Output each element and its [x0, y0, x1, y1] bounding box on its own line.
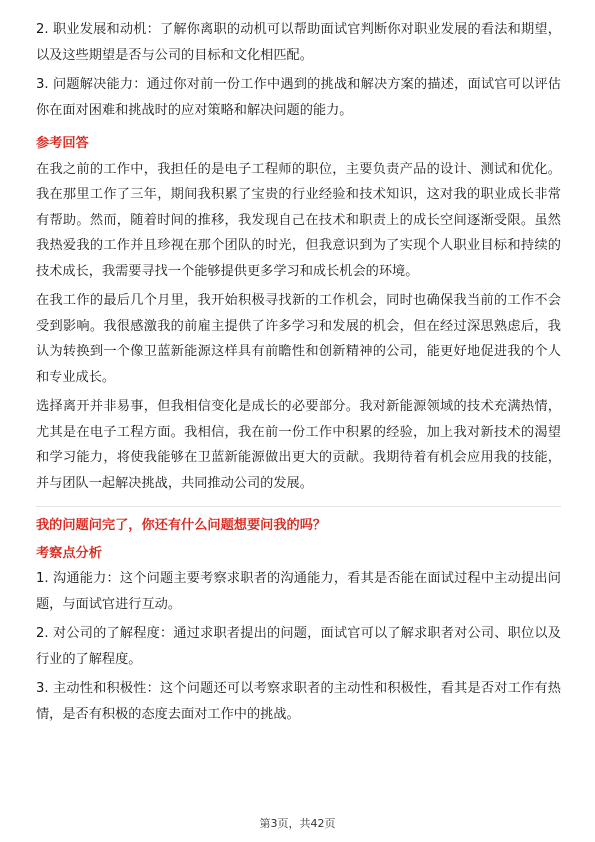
career-motivation-item: 2. 职业发展和动机：了解你离职的动机可以帮助面试官判断你对职业发展的看法和期望，以及这些期望是否与公司的目标和文化相匹配。 [36, 22, 561, 63]
answer-paragraph: 选择离开并非易事，但我相信变化是成长的必要部分。我对新能源领域的技术充满热情，尤其是在电子工程方面。我相信，我在前一份工作中积累的经验，加上我对新技术的渴望和学习能力，将使我能够在卫蓝新能源做出更大的贡献。我期待着有机会应用我的技能，并与团队一起解决挑战，共同推动公司的发展。 [36, 399, 561, 491]
page-content [36, 17, 561, 731]
analysis-item: 3. 主动性和积极性：这个问题还可以考察求职者的主动性和积极性，看其是否对工作有热情，是否有积极的态度去面对工作中的挑战。 [36, 681, 561, 722]
answer-paragraph: 在我之前的工作中，我担任的是电子工程师的职位，主要负责产品的设计、测试和优化。我在那里工作了三年，期间我积累了宝贵的行业经验和技术知识，这对我的职业成长非常有帮助。然而，随着时间的推移，我发现自己在技术和职责上的成长空间逐渐受限。虽然我热爱我的工作并且珍视在那个团队的时光，但我意识到为了实现个人职业目标和持续的技术成长，我需要寻找一个能够提供更多学习和成长机会的环境。 [36, 161, 561, 279]
analysis-heading: 考察点分析 [36, 545, 102, 561]
question-title: 我的问题问完了，你还有什么问题想要问我的吗？ [36, 518, 327, 533]
section-divider [36, 506, 561, 507]
analysis-item: 1. 沟通能力：这个问题主要考察求职者的沟通能力，看其是否能在面试过程中主动提出问题，与面试官进行互动。 [36, 571, 561, 612]
problem-solving-item: 3. 问题解决能力：通过你对前一份工作中遇到的挑战和解决方案的描述，面试官可以评估你在面对困难和挑战时的应对策略和解决问题的能力。 [36, 77, 561, 118]
page-number: 第3页，共42页 [259, 817, 336, 830]
reference-answer-heading: 参考回答 [36, 136, 89, 151]
analysis-item: 2. 对公司的了解程度：通过求职者提出的问题，面试官可以了解求职者对公司、职位以及行业的了解程度。 [36, 626, 561, 667]
answer-paragraph: 在我工作的最后几个月里，我开始积极寻找新的工作机会，同时也确保我当前的工作不会受到影响。我很感激我的前雇主提供了许多学习和发展的机会，但在经过深思熟虑后，我认为转换到一个像卫蓝新能源这样具有前瞻性和创新精神的公司，能更好地促进我的个人和专业成长。 [36, 293, 561, 385]
